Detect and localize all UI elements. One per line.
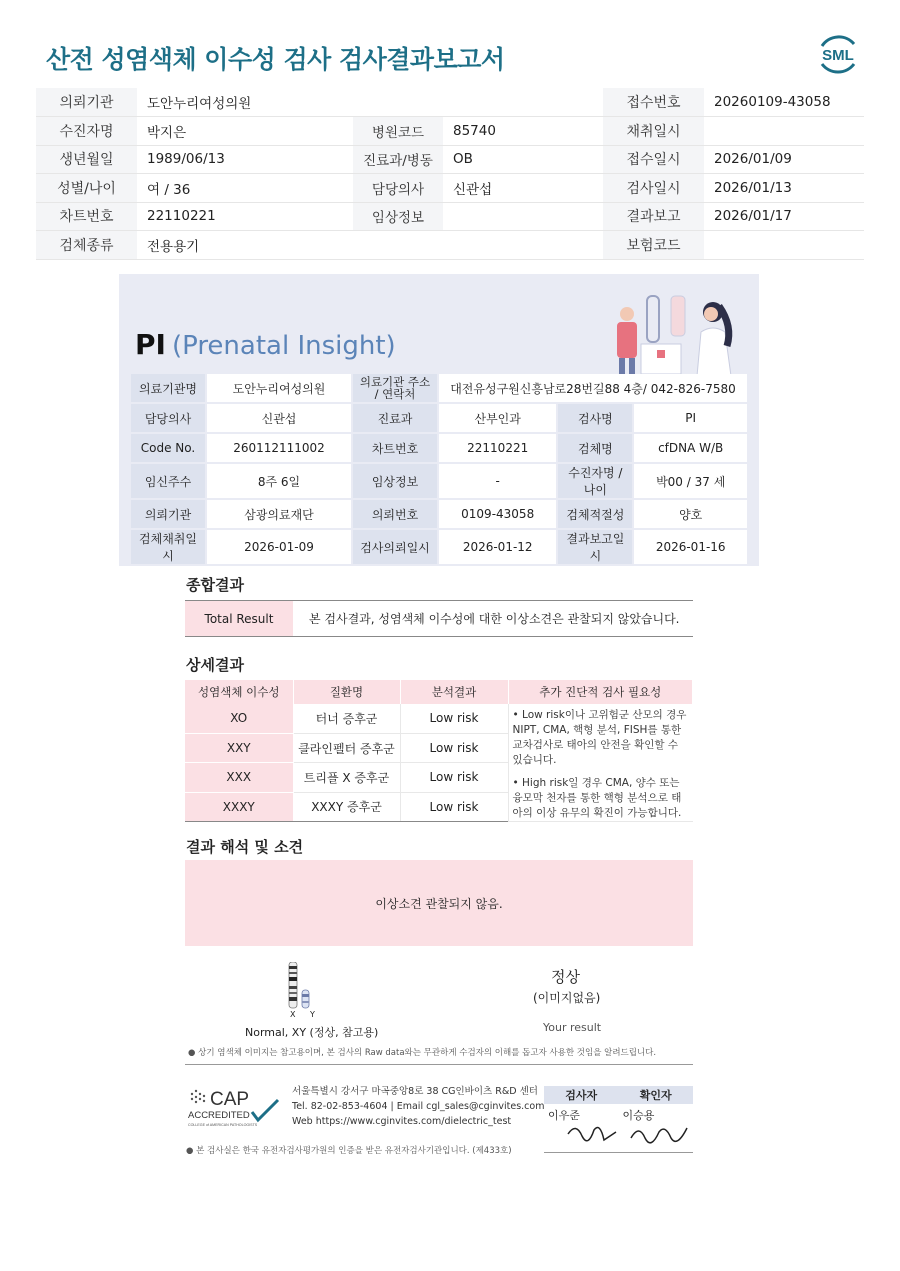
pi-label: 진료과 <box>353 404 437 432</box>
pi-label: 검사의뢰일시 <box>353 530 437 564</box>
pi-title: PI (Prenatal Insight) <box>135 328 396 361</box>
reviewer-header: 확인자 <box>619 1086 694 1104</box>
accreditation-footnote: ● 본 검사실은 한국 유전자검사평가원의 인증을 받은 유전자검사기관입니다. (제433호) <box>186 1146 512 1156</box>
pi-label: 차트번호 <box>353 434 437 462</box>
info-row <box>36 145 864 174</box>
aneuploidy-cell: XXX <box>185 763 293 792</box>
info-value: 22110221 <box>137 202 353 231</box>
info-label: 병원코드 <box>353 117 443 146</box>
info-label: 결과보고 <box>603 202 704 231</box>
info-value: 2026/01/17 <box>704 202 864 231</box>
additional-test-note <box>508 704 693 822</box>
total-result-label: Total Result <box>185 601 293 636</box>
disease-cell: XXXY 증후군 <box>293 792 400 821</box>
risk-cell: Low risk <box>400 733 508 762</box>
doctor-illustration-icon <box>605 286 745 376</box>
info-label: 의뢰기관 <box>36 88 137 117</box>
info-value: 박지은 <box>137 117 353 146</box>
disease-cell: 터너 증후군 <box>293 704 400 733</box>
pi-value: 박00 / 37 세 <box>634 464 747 498</box>
info-value: 2026/01/13 <box>704 174 864 203</box>
divider <box>185 1064 693 1065</box>
info-value: 85740 <box>443 117 603 146</box>
info-label: 접수일시 <box>603 145 704 174</box>
info-label: 수진자명 <box>36 117 137 146</box>
pi-value: - <box>439 464 556 498</box>
signature-table <box>544 1086 693 1153</box>
interpretation-heading: 결과 해석 및 소견 <box>186 838 304 856</box>
info-label: 보험코드 <box>603 231 704 260</box>
pi-row <box>131 464 747 498</box>
disease-cell: 클라인펠터 증후군 <box>293 733 400 762</box>
info-value: 도안누리여성의원 <box>137 88 353 117</box>
info-label: 검체종류 <box>36 231 137 260</box>
detail-result-table <box>185 680 693 822</box>
karyotype-caption: Normal, XY (정상, 참고용) <box>245 1026 379 1039</box>
sml-logo-icon <box>814 30 862 78</box>
pi-value: cfDNA W/B <box>634 434 747 462</box>
info-label: 진료과/병동 <box>353 145 443 174</box>
pi-value: 도안누리여성의원 <box>207 374 351 402</box>
info-value <box>443 202 603 231</box>
result-image-title: 정상 <box>551 968 580 986</box>
pi-value: 2026-01-09 <box>207 530 351 564</box>
total-result-box <box>185 600 693 637</box>
info-label: 담당의사 <box>353 174 443 203</box>
report-title: 산전 성염색체 이수성 검사 검사결과보고서 <box>46 45 505 74</box>
info-label: 접수번호 <box>603 88 704 117</box>
pi-value: 삼광의료재단 <box>207 500 351 528</box>
svg-text:COLLEGE of AMERICAN PATHOLOGIS: COLLEGE of AMERICAN PATHOLOGISTS <box>188 1123 258 1127</box>
pi-label: 검체명 <box>558 434 632 462</box>
pi-value: 22110221 <box>439 434 556 462</box>
column-header: 분석결과 <box>400 680 508 704</box>
info-label: 성별/나이 <box>36 174 137 203</box>
pi-row <box>131 500 747 528</box>
pi-row <box>131 530 747 564</box>
pi-value: 8주 6일 <box>207 464 351 498</box>
info-value <box>443 231 603 260</box>
pi-value: 신관섭 <box>207 404 351 432</box>
pi-label: 임상정보 <box>353 464 437 498</box>
result-image-subtitle: (이미지없음) <box>533 991 601 1005</box>
detail-heading: 상세결과 <box>186 656 244 674</box>
info-label: 차트번호 <box>36 202 137 231</box>
svg-text:CAP: CAP <box>210 1089 250 1110</box>
examiner-cell <box>544 1104 619 1152</box>
pi-label: 검체적절성 <box>558 500 632 528</box>
reviewer-cell <box>619 1104 694 1152</box>
pi-label: 검사명 <box>558 404 632 432</box>
aneuploidy-cell: XXXY <box>185 792 293 821</box>
pi-label: Code No. <box>131 434 205 462</box>
pi-label: 의뢰기관 <box>131 500 205 528</box>
info-row <box>36 117 864 146</box>
risk-cell: Low risk <box>400 763 508 792</box>
examiner-header: 검사자 <box>544 1086 619 1104</box>
info-label: 채취일시 <box>603 117 704 146</box>
your-result-label: Your result <box>543 1021 602 1034</box>
info-row <box>36 174 864 203</box>
signature-icon <box>564 1120 624 1150</box>
column-header: 성염색체 이수성 <box>185 680 293 704</box>
note-low-risk: • Low risk이나 고위험군 산모의 경우 NIPT, CMA, 핵형 분석, FISH를 통한 교차검사로 태아의 안전을 확인할 수 있습니다. <box>512 709 687 766</box>
info-row <box>36 202 864 231</box>
interpretation-box: 이상소견 관찰되지 않음. <box>185 860 693 946</box>
info-value <box>443 88 603 117</box>
pi-value: PI <box>634 404 747 432</box>
pi-info-table <box>129 372 749 566</box>
pi-value: 2026-01-16 <box>634 530 747 564</box>
pi-label: 담당의사 <box>131 404 205 432</box>
pi-value: 산부인과 <box>439 404 556 432</box>
pi-label: 수진자명 / 나이 <box>558 464 632 498</box>
info-value: 2026/01/09 <box>704 145 864 174</box>
pi-label: 의료기관 주소 / 연락처 <box>353 374 437 402</box>
summary-heading: 종합결과 <box>186 576 244 594</box>
info-label: 생년월일 <box>36 145 137 174</box>
info-value <box>704 231 864 260</box>
aneuploidy-cell: XO <box>185 704 293 733</box>
risk-cell: Low risk <box>400 792 508 821</box>
info-label <box>353 88 443 117</box>
info-label: 임상정보 <box>353 202 443 231</box>
pi-report-panel <box>119 274 759 566</box>
logo-text: SML <box>822 47 854 64</box>
aneuploidy-cell: XXY <box>185 733 293 762</box>
lab-address: 서울특별시 강서구 마곡중앙8로 38 CG인바이츠 R&D 센터 Tel. 82-02-853-4604 | Email cgl_sales@cginvites.com Web https://www.cginvites.com/dielectric_test <box>292 1086 545 1127</box>
info-label <box>353 231 443 260</box>
pi-row <box>131 434 747 462</box>
patient-info-table <box>36 88 864 260</box>
info-value: 1989/06/13 <box>137 145 353 174</box>
total-result-value: 본 검사결과, 성염색체 이수성에 대한 이상소견은 관찰되지 않았습니다. <box>309 612 680 626</box>
cap-accredited-logo-icon <box>186 1086 282 1130</box>
note-high-risk: • High risk일 경우 CMA, 양수 또는 융모막 천자를 통한 핵형 분석으로 태아의 이상 유무의 확진이 가능합니다. <box>512 777 682 819</box>
table-row <box>185 704 693 733</box>
info-value: 신관섭 <box>443 174 603 203</box>
pi-label: 의료기관명 <box>131 374 205 402</box>
pi-value: 대전유성구원신흥남로28번길88 4층/ 042-826-7580 <box>439 374 747 402</box>
karyotype-footnote: ● 상기 염색체 이미지는 참고용이며, 본 검사의 Raw data와는 무관하게 수검자의 이해를 돕고자 사용한 것임을 알려드립니다. <box>188 1048 657 1058</box>
pi-label: 의뢰번호 <box>353 500 437 528</box>
disease-cell: 트리플 X 증후군 <box>293 763 400 792</box>
info-value: 여 / 36 <box>137 174 353 203</box>
column-header: 추가 진단적 검사 필요성 <box>508 680 693 704</box>
pi-value: 2026-01-12 <box>439 530 556 564</box>
reviewer-name: 이승용 <box>622 1109 655 1122</box>
info-row <box>36 88 864 117</box>
pi-label: 임신주수 <box>131 464 205 498</box>
pi-value: 양호 <box>634 500 747 528</box>
svg-text:ACCREDITED: ACCREDITED <box>188 1110 250 1121</box>
info-value: 20260109-43058 <box>704 88 864 117</box>
info-value: OB <box>443 145 603 174</box>
info-value: 전용용기 <box>137 231 353 260</box>
pi-value: 0109-43058 <box>439 500 556 528</box>
info-label: 검사일시 <box>603 174 704 203</box>
risk-cell: Low risk <box>400 704 508 733</box>
pi-row <box>131 404 747 432</box>
pi-label: 결과보고일시 <box>558 530 632 564</box>
pi-label: 검체채취일시 <box>131 530 205 564</box>
karyotype-xy-label: X Y <box>290 1010 321 1019</box>
info-value <box>704 117 864 146</box>
examiner-name: 이우준 <box>548 1109 580 1122</box>
signature-icon <box>625 1120 691 1150</box>
pi-value: 260112111002 <box>207 434 351 462</box>
column-header: 질환명 <box>293 680 400 704</box>
info-row <box>36 231 864 260</box>
